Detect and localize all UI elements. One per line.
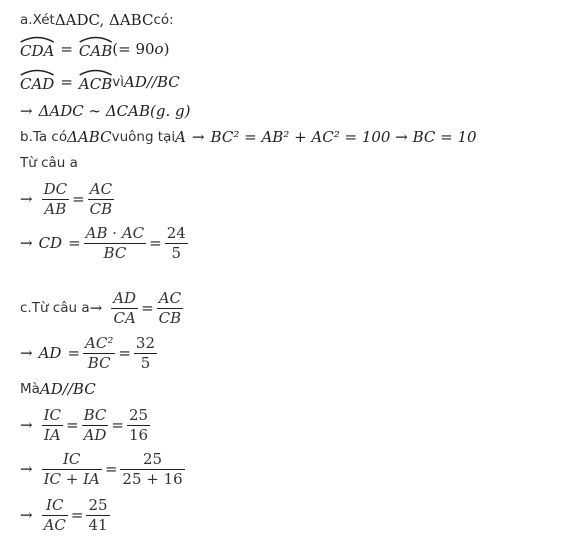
ad-result: → AD = $\frac{\text{AC²}}{BC}$ = $\frac{32}{5}$: [20, 333, 156, 372]
part-b-pythagoras: b.Ta có ΔABC vuông tại A → BC² = AB² + AC² = 100 → BC = 10: [20, 128, 477, 146]
fraction: $\frac{IC}{IC + IA}$: [43, 449, 100, 488]
similarity-conclusion: → ΔADC ∼ ΔCAB(g. g): [20, 102, 191, 120]
angle-cad: CAD: [20, 71, 54, 93]
fraction: $\frac{IC}{IA}$: [43, 405, 61, 444]
ratio-ic-ac: → $\frac{IC}{AC}$ = $\frac{25}{41}$: [20, 495, 108, 534]
fraction: $\frac{AB \cdot AC}{BC}$: [85, 223, 145, 262]
cd-result: → CD = $\frac{AB \cdot AC}{BC}$ = $\frac{24}{5}$: [20, 223, 186, 262]
parallel-note: Mà AD//BC: [20, 380, 96, 398]
fraction: $\frac{25}{25 + 16}$: [122, 449, 183, 488]
fraction: $\frac{IC}{AC}$: [43, 495, 66, 534]
fraction: $\frac{DC}{AB}$: [43, 179, 68, 218]
part-a-intro: a.Xét ΔADC, ΔABC có:: [20, 11, 174, 29]
fraction: $\frac{AC}{CB}$: [89, 179, 113, 218]
angle-equality-alternate: CAD = ACB vì AD//BC: [20, 70, 180, 94]
ratio-dc-ab: → $\frac{DC}{AB}$ = $\frac{AC}{CB}$: [20, 179, 113, 218]
angle-equality-right: CDA = CAB (= 90 o ): [20, 37, 169, 61]
ratio-ic-sum: → $\frac{IC}{IC + IA}$ = $\frac{25}{25 + 16}$: [20, 449, 183, 488]
fraction: $\frac{24}{5}$: [166, 223, 186, 262]
fraction: $\frac{AD}{CA}$: [113, 288, 137, 327]
fraction: $\frac{32}{5}$: [135, 333, 156, 372]
fraction: $\frac{25}{41}$: [88, 495, 108, 534]
angle-cda: CDA: [20, 38, 54, 60]
fraction: $\frac{AC}{CB}$: [158, 288, 182, 327]
part-c-ratio: c.Từ câu a → $\frac{AD}{CA}$ = $\frac{AC}{CB}$: [20, 288, 182, 327]
fraction: $\frac{25}{16}$: [129, 405, 149, 444]
fraction: $\frac{\text{AC²}}{BC}$: [85, 333, 114, 372]
ratio-ic-ia: → $\frac{IC}{IA}$ = $\frac{BC}{AD}$ = $\frac{25}{16}$: [20, 405, 149, 444]
from-part-a: Từ câu a: [20, 155, 78, 171]
fraction: $\frac{BC}{AD}$: [83, 405, 107, 444]
angle-acb: ACB: [79, 71, 112, 93]
angle-cab: CAB: [79, 38, 112, 60]
